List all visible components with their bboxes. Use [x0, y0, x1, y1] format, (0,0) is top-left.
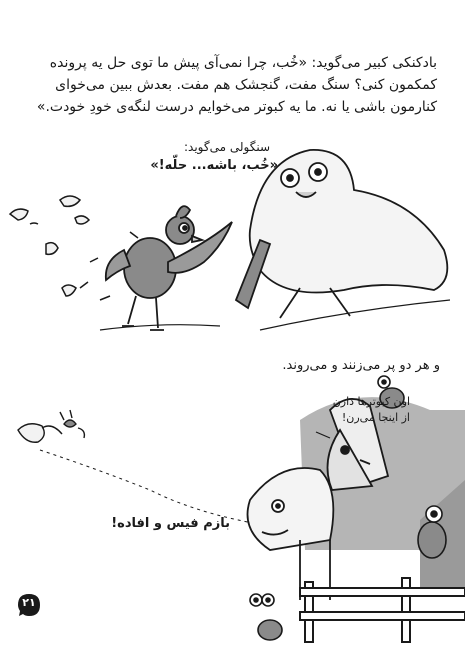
bubble-line-1: اون کبوترها دارن	[332, 395, 410, 408]
page-number: ۲۱	[22, 596, 36, 609]
flying-rocks	[10, 196, 138, 300]
intro-line-3: کنارمون باشی یا نه. ما یه کبوتر می‌خوایم درست لنگه‌ی خودِ خودت.»	[36, 99, 437, 115]
speech-bubble	[290, 394, 410, 426]
page-number-badge	[16, 592, 42, 618]
speaker-line: سنگولی می‌گوید:	[184, 140, 270, 154]
bubble-line-2: از اینجا می‌رن!	[341, 411, 410, 424]
pigeon-character	[106, 206, 232, 330]
speech-text: «خُب، باشه... حلّه!»	[150, 158, 278, 173]
intro-line-1: بادکنکی کبیر می‌گوید: «خُب، چرا نمی‌آی پیش ما توی حل یه پرونده	[49, 55, 437, 71]
exclamation-text: بازم فیس و افاده!	[111, 516, 230, 531]
intro-line-2: کمکمون کنی؟ سنگ مفت، گنجشک هم مفت. بعدش ببین می‌خوای	[55, 77, 437, 93]
fence	[300, 578, 465, 642]
intro-paragraph	[32, 52, 437, 118]
mid-caption: و هر دو پر می‌زنند و می‌روند.	[282, 358, 440, 373]
